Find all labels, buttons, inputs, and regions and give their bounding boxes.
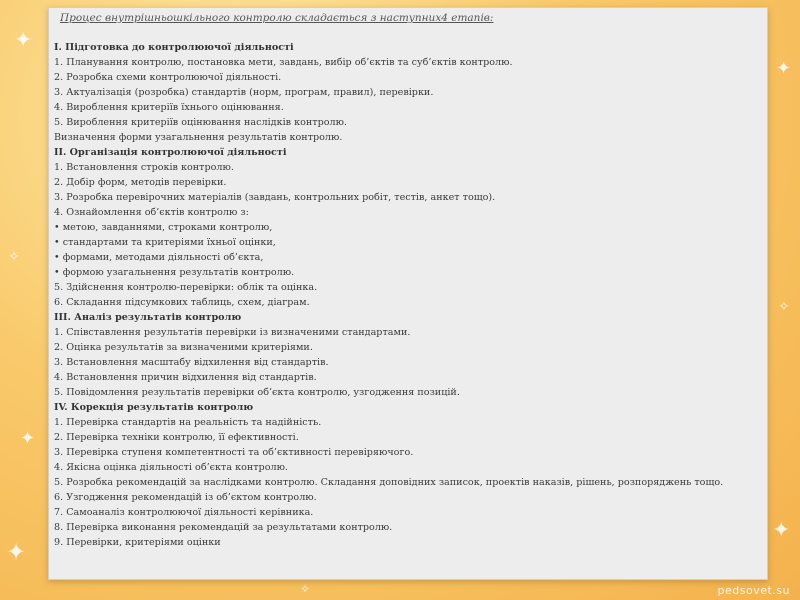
list-item: 8. Перевірка виконання рекомендацій за результатами контролю. [54, 522, 393, 533]
list-item: 2. Добір форм, методів перевірки. [54, 177, 227, 188]
list-item: 3. Актуалізація (розробка) стандартів (норм, програм, правил), перевірки. [54, 87, 434, 98]
list-item: 1. Перевірка стандартів на реальність та надійність. [54, 417, 322, 428]
sparkle-decoration: ✦ [20, 428, 36, 449]
list-item: Визначення форми узагальнення результатів контролю. [54, 132, 343, 143]
list-item: 4. Ознайомлення об’єктів контролю з: [54, 207, 249, 218]
sparkle-decoration: ✦ [772, 518, 791, 543]
section-heading: I. Підготовка до контролюючої діяльності [54, 42, 294, 53]
sparkle-decoration: ✧ [300, 582, 311, 596]
slide-title: Процес внутрішньошкільного контролю складається з наступних4 етапів: [60, 12, 494, 24]
list-item: 9. Перевірки, критеріями оцінки [54, 537, 221, 548]
list-item: 4. Якісна оцінка діяльності об’єкта контролю. [54, 462, 288, 473]
list-item: 6. Складання підсумкових таблиць, схем, діаграм. [54, 297, 310, 308]
list-item: 3. Перевірка ступеня компетентності та об’єктивності перевіряючого. [54, 447, 414, 458]
list-item: 5. Здійснення контролю-перевірки: облік та оцінка. [54, 282, 318, 293]
list-item: 5. Розробка рекомендацій за наслідками контролю. Складання доповідних записок, проектів наказів, рішень, розпоряджень тощо. [54, 477, 724, 488]
sparkle-decoration: ✦ [14, 28, 33, 53]
list-item: 2. Розробка схеми контролюючої діяльності. [54, 72, 282, 83]
section-heading: II. Організація контролюючої діяльності [54, 147, 287, 158]
list-item: • метою, завданнями, строками контролю, [54, 222, 273, 233]
section-heading: IV. Корекція результатів контролю [54, 402, 254, 413]
sparkle-decoration: ✦ [776, 58, 792, 79]
list-item: • формами, методами діяльності об’єкта, [54, 252, 264, 263]
list-item: 1. Планування контролю, постановка мети, завдань, вибір об’єктів та суб’єктів контролю. [54, 57, 513, 68]
stage-list [54, 40, 766, 550]
list-item: 1. Співставлення результатів перевірки із визначеними стандартами. [54, 327, 411, 338]
list-item: 3. Встановлення масштабу відхилення від стандартів. [54, 357, 329, 368]
list-item: • стандартами та критеріями їхньої оцінки, [54, 237, 276, 248]
section-heading: III. Аналіз результатів контролю [54, 312, 242, 323]
list-item: 2. Оцінка результатів за визначеними критеріями. [54, 342, 313, 353]
list-item: 3. Розробка перевірочних матеріалів (завдань, контрольних робіт, тестів, анкет тощо). [54, 192, 496, 203]
list-item: 6. Узгодження рекомендацій із об’єктом контролю. [54, 492, 317, 503]
sparkle-decoration: ✦ [6, 538, 27, 566]
list-item: 2. Перевірка техніки контролю, її ефективності. [54, 432, 299, 443]
list-item: 4. Встановлення причин відхилення від стандартів. [54, 372, 317, 383]
sparkle-decoration: ✧ [8, 249, 20, 265]
watermark-text: pedsovet.su [717, 584, 790, 597]
list-item: 5. Повідомлення результатів перевірки об’єкта контролю, узгодження позицій. [54, 387, 460, 398]
list-item: 1. Встановлення строків контролю. [54, 162, 234, 173]
list-item: 5. Вироблення критеріїв оцінювання наслідків контролю. [54, 117, 347, 128]
list-item: 7. Самоаналіз контролюючої діяльності керівника. [54, 507, 314, 518]
list-item: • формою узагальнення результатів контролю. [54, 267, 295, 278]
sparkle-decoration: ✧ [778, 299, 790, 315]
list-item: 4. Вироблення критеріїв їхнього оцінювання. [54, 102, 284, 113]
